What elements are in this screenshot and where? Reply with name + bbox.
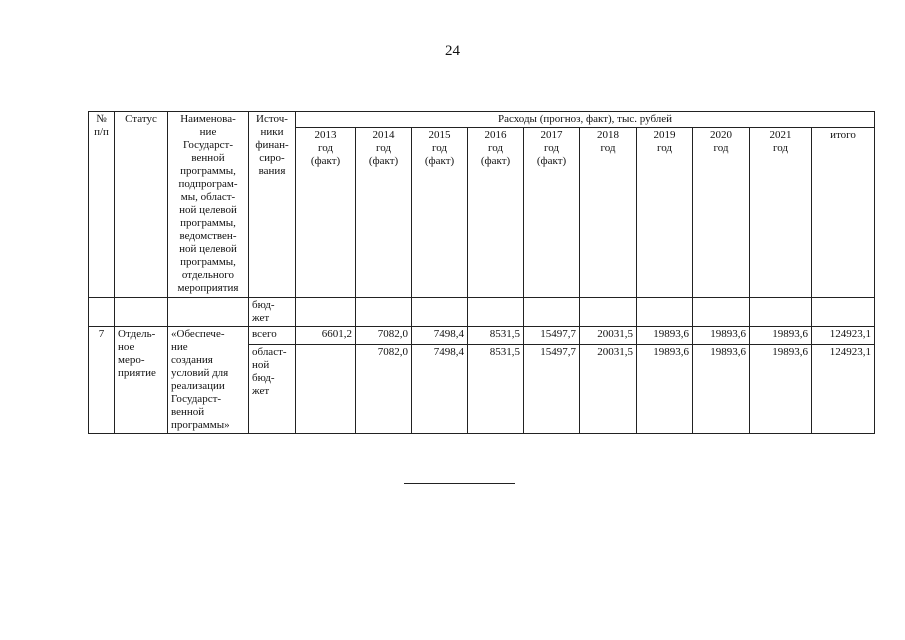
header-funding-source: Источ- ники финан- сиро- вания [249,112,296,298]
value-cell: 7082,0 [356,344,412,433]
header-year-2014: 2014 год (факт) [356,128,412,298]
value-cell: 124923,1 [812,327,875,345]
value-cell: 19893,6 [750,344,812,433]
spill-name [168,298,249,327]
value-cell: 8531,5 [468,344,524,433]
item-status: Отдель- ное меро- приятие [115,327,168,434]
value-cell: 7498,4 [412,327,468,345]
value-cell: 19893,6 [693,327,750,345]
header-year-2013: 2013 год (факт) [296,128,356,298]
header-year-2015: 2015 год (факт) [412,128,468,298]
header-total: итого [812,128,875,298]
value-cell: 6601,2 [296,327,356,345]
header-program-name: Наименова- ние Государст- венной программы, подпрограм- мы, област- ной целевой программы, ведомствен- ной целевой программы, отдельного мероприятия [168,112,249,298]
page-number: 24 [445,43,460,59]
header-num: № п/п [89,112,115,298]
header-year-2018: 2018 год [580,128,637,298]
value-cell: 19893,6 [750,327,812,345]
table-row [89,327,875,345]
header-expenses-title: Расходы (прогноз, факт), тыс. рублей [296,112,875,128]
spill-row [89,298,875,327]
value-cell: 124923,1 [812,344,875,433]
value-cell [296,344,356,433]
spill-num [89,298,115,327]
item-num: 7 [89,327,115,434]
value-cell: 15497,7 [524,344,580,433]
value-cell: 19893,6 [637,344,693,433]
item-name: «Обеспече- ние создания условий для реализации Государст- венной программы» [168,327,249,434]
header-status: Статус [115,112,168,298]
header-year-2021: 2021 год [750,128,812,298]
value-cell: 7082,0 [356,327,412,345]
spill-source: бюд- жет [249,298,296,327]
value-cell: 20031,5 [580,344,637,433]
item-source-total: всего [249,327,296,345]
item-source-regional: област- ной бюд- жет [249,344,296,433]
spill-status [115,298,168,327]
header-year-2016: 2016 год (факт) [468,128,524,298]
value-cell: 19893,6 [637,327,693,345]
value-cell: 15497,7 [524,327,580,345]
header-year-2017: 2017 год (факт) [524,128,580,298]
header-year-2020: 2020 год [693,128,750,298]
bottom-divider [404,483,515,484]
value-cell: 20031,5 [580,327,637,345]
header-year-2019: 2019 год [637,128,693,298]
value-cell: 7498,4 [412,344,468,433]
value-cell: 8531,5 [468,327,524,345]
value-cell: 19893,6 [693,344,750,433]
budget-table [88,111,875,434]
header-row-top [89,112,875,128]
